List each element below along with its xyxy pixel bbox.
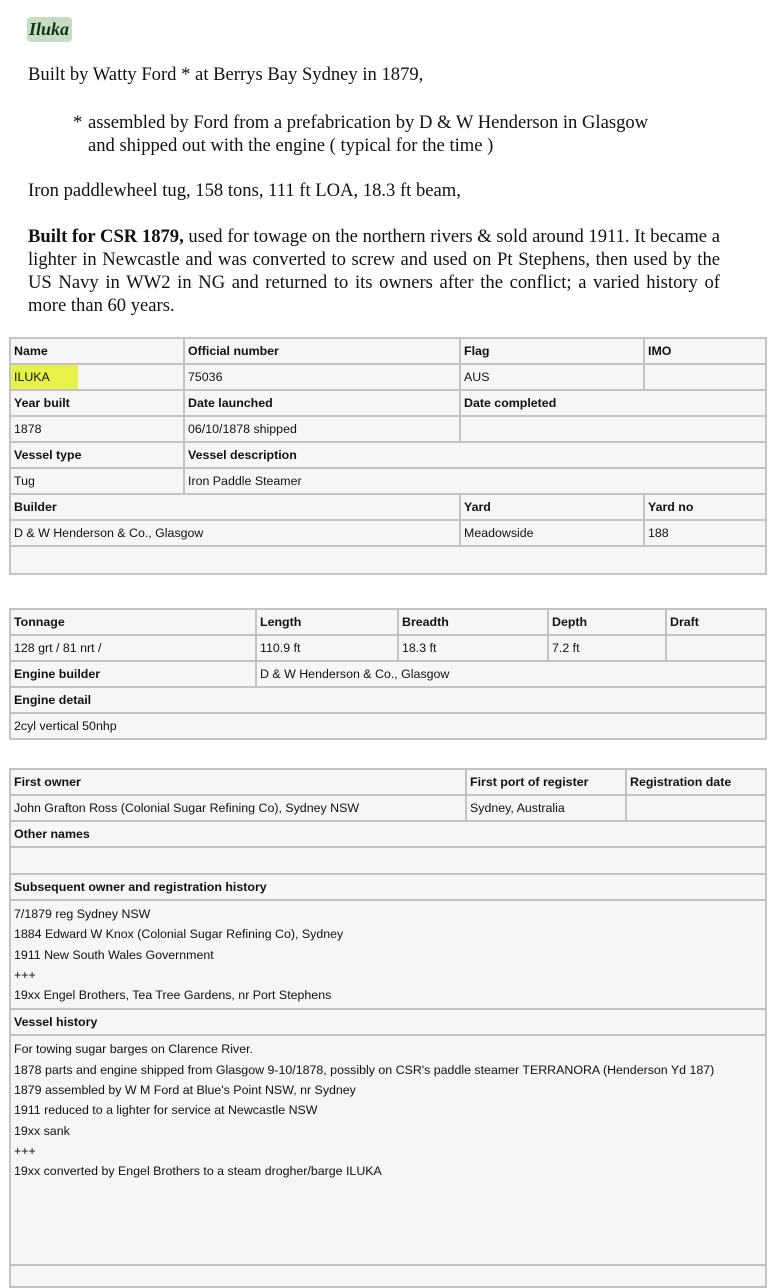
dimensions-table [9, 608, 767, 740]
footnote-marker: * [73, 112, 83, 133]
list-item: +++ [14, 967, 36, 982]
depth-label: Depth [548, 609, 666, 635]
subsequent-history-list [10, 900, 766, 1009]
list-item: +++ [14, 1143, 36, 1158]
table-row [10, 416, 766, 442]
table-row [10, 713, 766, 739]
engine-detail-value: 2cyl vertical 50nhp [10, 713, 766, 739]
list-item: 1911 reduced to a lighter for service at Newcastle NSW [14, 1103, 318, 1118]
footnote [73, 111, 733, 157]
table-row [10, 900, 766, 1009]
list-item: For towing sugar barges on Clarence River. [14, 1042, 253, 1057]
length-value: 110.9 ft [256, 635, 398, 661]
registration-date-value [626, 795, 766, 821]
table-row [10, 609, 766, 635]
list-item: 1884 Edward W Knox (Colonial Sugar Refining Co), Sydney [14, 927, 344, 942]
vessel-type-value: Tug [10, 468, 184, 494]
table-row [10, 1035, 766, 1265]
list-item: 19xx converted by Engel Brothers to a steam drogher/barge ILUKA [14, 1164, 382, 1179]
ownership-table [9, 768, 767, 1288]
footnote-line: assembled by Ford from a prefabrication by D & W Henderson in Glasgow [88, 112, 649, 133]
date-launched-value: 06/10/1878 shipped [184, 416, 460, 442]
name-label: Name [10, 338, 184, 364]
table-row [10, 821, 766, 847]
list-item: 1911 New South Wales Government [14, 947, 214, 962]
table-row [10, 769, 766, 795]
first-owner-value: John Grafton Ross (Colonial Sugar Refining Co), Sydney NSW [10, 795, 466, 821]
empty-row [10, 546, 766, 574]
vessel-name-highlighted: ILUKA [11, 365, 78, 389]
official-number-value: 75036 [184, 364, 460, 390]
official-number-label: Official number [184, 338, 460, 364]
list-item: 7/1879 reg Sydney NSW [14, 907, 151, 921]
table-row [10, 847, 766, 874]
list-item: 19xx Engel Brothers, Tea Tree Gardens, nr Port Stephens [14, 988, 332, 1003]
draft-label: Draft [666, 609, 766, 635]
depth-value: 7.2 ft [548, 635, 666, 661]
history-lead: Built for CSR 1879, [28, 226, 184, 247]
built-by-line: Built by Watty Ford * at Berrys Bay Sydney in 1879, [28, 64, 424, 85]
footnote-line: and shipped out with the engine ( typical for the time ) [88, 135, 494, 156]
tonnage-label: Tonnage [10, 609, 256, 635]
table-row [10, 468, 766, 494]
list-item: 1878 parts and engine shipped from Glasgow 9-10/1878, possibly on CSR's paddle steamer TERRANORA (Henderson Yd 187) [14, 1062, 715, 1077]
table-row [10, 1265, 766, 1287]
flag-value: AUS [460, 364, 644, 390]
year-built-label: Year built [10, 390, 184, 416]
first-port-label: First port of register [466, 769, 626, 795]
date-launched-label: Date launched [184, 390, 460, 416]
table-row [10, 874, 766, 900]
builder-value: D & W Henderson & Co., Glasgow [10, 520, 460, 546]
history-body: used for towage on the northern rivers & sold around 1911. It became a lighter in Newcastle and was converted to screw and used on Pt Stephens, then used by the US Navy in WW2 in NG and returned to its owners after the conflict; a varied history of more than 60 years. [28, 226, 720, 316]
table-row [10, 390, 766, 416]
first-owner-label: First owner [10, 769, 466, 795]
table-row [10, 661, 766, 687]
subsequent-history-label: Subsequent owner and registration history [10, 874, 766, 900]
vessel-history-label: Vessel history [10, 1009, 766, 1035]
table-row [10, 442, 766, 468]
table-row [10, 364, 766, 390]
name-cell [10, 364, 184, 390]
table-row [10, 635, 766, 661]
empty-row [10, 1265, 766, 1287]
table-row [10, 494, 766, 520]
breadth-value: 18.3 ft [398, 635, 548, 661]
yard-no-label: Yard no [644, 494, 766, 520]
spec-line: Iron paddlewheel tug, 158 tons, 111 ft LOA, 18.3 ft beam, [28, 180, 461, 201]
table-row [10, 1009, 766, 1035]
vessel-description-label: Vessel description [184, 442, 766, 468]
identity-table [9, 337, 767, 575]
imo-label: IMO [644, 338, 766, 364]
yard-value: Meadowside [460, 520, 644, 546]
table-row [10, 520, 766, 546]
draft-value [666, 635, 766, 661]
imo-value [644, 364, 766, 390]
table-row [10, 338, 766, 364]
vessel-type-label: Vessel type [10, 442, 184, 468]
tonnage-value: 128 grt / 81 nrt / [10, 635, 256, 661]
year-built-value: 1878 [10, 416, 184, 442]
length-label: Length [256, 609, 398, 635]
yard-no-value: 188 [644, 520, 766, 546]
engine-builder-label: Engine builder [10, 661, 256, 687]
yard-label: Yard [460, 494, 644, 520]
flag-label: Flag [460, 338, 644, 364]
date-completed-value [460, 416, 766, 442]
first-port-value: Sydney, Australia [466, 795, 626, 821]
list-item: 19xx sank [14, 1123, 70, 1138]
engine-builder-value: D & W Henderson & Co., Glasgow [256, 661, 766, 687]
vessel-title: Iluka [27, 17, 72, 42]
other-names-label: Other names [10, 821, 766, 847]
table-row [10, 546, 766, 574]
table-row [10, 795, 766, 821]
other-names-value [10, 847, 766, 874]
date-completed-label: Date completed [460, 390, 766, 416]
history-paragraph [28, 225, 720, 317]
engine-detail-label: Engine detail [10, 687, 766, 713]
vessel-history-list [10, 1035, 766, 1265]
registration-date-label: Registration date [626, 769, 766, 795]
table-row [10, 687, 766, 713]
list-item: 1879 assembled by W M Ford at Blue's Point NSW, nr Sydney [14, 1083, 356, 1098]
builder-label: Builder [10, 494, 460, 520]
breadth-label: Breadth [398, 609, 548, 635]
vessel-description-value: Iron Paddle Steamer [184, 468, 766, 494]
